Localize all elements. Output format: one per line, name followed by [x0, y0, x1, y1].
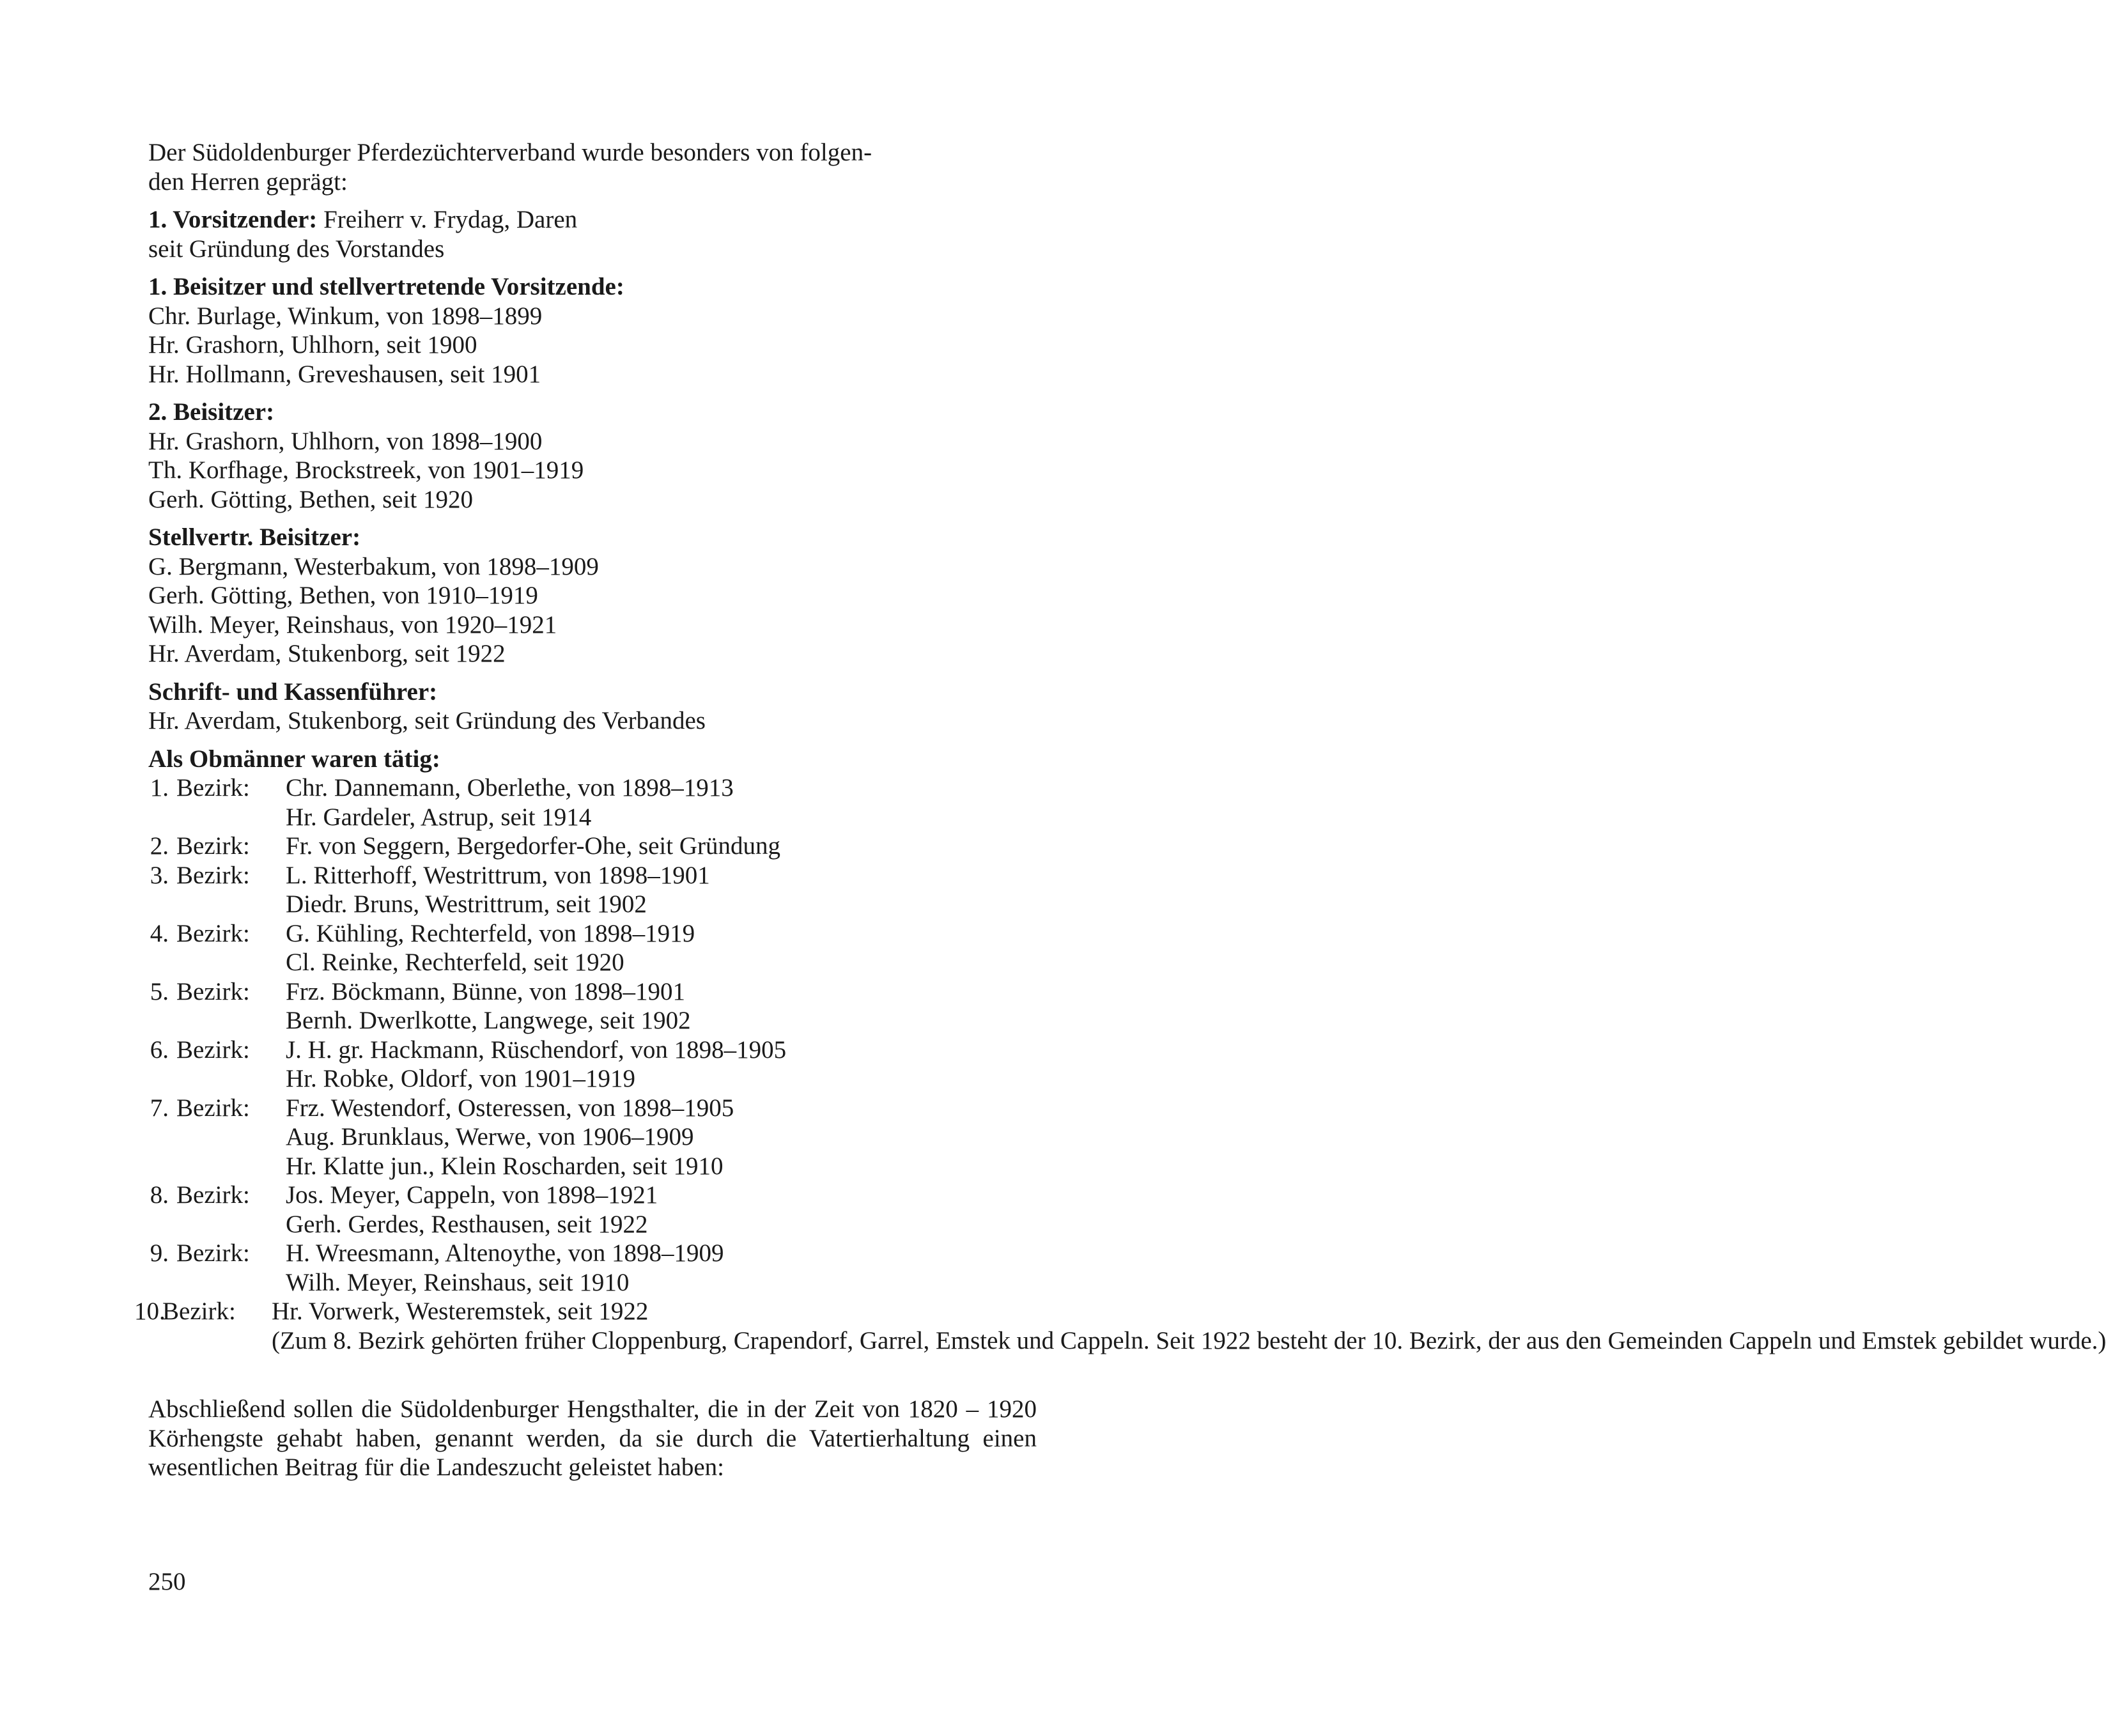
bezirk-label: Bezirk:	[176, 1239, 250, 1267]
bezirk-entry: L. Ritterhoff, Westrittrum, von 1898–1901	[286, 861, 710, 889]
bezirk-label: Bezirk:	[176, 977, 250, 1005]
bezirk-entry: Hr. Robke, Oldorf, von 1901–1919	[286, 1065, 636, 1092]
stellvertr-heading: Stellvertr. Beisitzer:	[148, 523, 361, 551]
bezirk-number: 5.	[150, 977, 169, 1005]
bezirk-entry: Bernh. Dwerlkotte, Langwege, seit 1902	[286, 1007, 691, 1034]
bezirk-label: Bezirk:	[176, 1035, 250, 1064]
bezirk-label: Bezirk:	[176, 1181, 250, 1209]
section-beisitzer-2	[148, 398, 1037, 514]
bezirk-entries	[286, 977, 1037, 1035]
bezirk-label: Bezirk:	[162, 1298, 236, 1325]
section-obmaenner	[134, 745, 2106, 1356]
bezirk-entry: Cl. Reinke, Rechterfeld, seit 1920	[286, 949, 624, 976]
section-stellvertr-beisitzer	[148, 523, 1037, 669]
intro-line: den Herren geprägt:	[148, 167, 348, 196]
beisitzer-2-entry: Hr. Grashorn, Uhlhorn, von 1898–1900	[148, 427, 543, 455]
bezirk-entry: Diedr. Bruns, Westrittrum, seit 1902	[286, 890, 647, 918]
bezirk-number: 6.	[150, 1035, 169, 1064]
bezirk-number: 7.	[150, 1094, 169, 1122]
bezirk-entry: H. Wreesmann, Altenoythe, von 1898–1909	[286, 1239, 724, 1267]
beisitzer-2-entry: Th. Korfhage, Brockstreek, von 1901–1919	[148, 456, 584, 484]
bezirk-note: (Zum 8. Bezirk gehörten früher Cloppenburg, Crapendorf, Garrel, Emstek und Cappeln. Seit 1922 besteht der 10. Bezirk, der aus den Gemeinden Cappeln und Emstek gebildet wurde.)	[272, 1326, 2106, 1354]
bezirk-entry: Fr. von Seggern, Bergedorfer-Ohe, seit Gründung	[286, 832, 781, 860]
bezirk-entry: Hr. Vorwerk, Westeremstek, seit 1922	[272, 1298, 649, 1325]
bezirk-entries	[286, 1035, 1037, 1094]
page-number: 250	[148, 1568, 186, 1595]
bezirk-row	[148, 1035, 1037, 1094]
bezirk-label: Bezirk:	[176, 1094, 250, 1122]
bezirk-number: 8.	[150, 1181, 169, 1209]
document-page	[134, 138, 2106, 1482]
bezirk-row	[148, 1181, 1037, 1239]
beisitzer-1-entry: Hr. Grashorn, Uhlhorn, seit 1900	[148, 331, 477, 359]
obmaenner-heading: Als Obmänner waren tätig:	[148, 745, 440, 773]
bezirk-entry: Wilh. Meyer, Reinshaus, seit 1910	[286, 1268, 630, 1296]
bezirk-entry: Jos. Meyer, Cappeln, von 1898–1921	[286, 1181, 658, 1209]
beisitzer-1-entry: Chr. Burlage, Winkum, von 1898–1899	[148, 302, 543, 330]
bezirk-label: Bezirk:	[176, 861, 250, 889]
bezirk-entry: Frz. Böckmann, Bünne, von 1898–1901	[286, 977, 686, 1005]
bezirk-label: Bezirk:	[176, 832, 250, 860]
bezirk-entries	[286, 919, 1037, 977]
bezirk-row	[134, 1297, 2106, 1355]
bezirk-entry: Hr. Gardeler, Astrup, seit 1914	[286, 803, 592, 831]
bezirk-entry: Chr. Dannemann, Oberlethe, von 1898–1913	[286, 774, 734, 802]
bezirk-row	[148, 861, 1037, 919]
beisitzer-2-entry: Gerh. Götting, Bethen, seit 1920	[148, 485, 474, 513]
stellvertr-entry: Hr. Averdam, Stukenborg, seit 1922	[148, 640, 506, 667]
bezirk-row	[148, 832, 1037, 861]
bezirk-row	[148, 773, 1037, 832]
bezirk-entries	[286, 1239, 1037, 1297]
bezirk-entry: Hr. Klatte jun., Klein Roscharden, seit 1910	[286, 1152, 724, 1180]
stellvertr-entry: Gerh. Götting, Bethen, von 1910–1919	[148, 582, 538, 609]
bezirk-row	[148, 919, 1037, 977]
bezirk-entries	[286, 832, 1037, 861]
bezirk-entries	[286, 773, 1037, 832]
bezirk-number: 10.	[134, 1298, 166, 1325]
bezirk-number: 9.	[150, 1239, 169, 1267]
bezirk-number: 2.	[150, 832, 169, 860]
bezirk-entry: J. H. gr. Hackmann, Rüschendorf, von 1898–1905	[286, 1035, 787, 1064]
bezirk-row	[148, 1239, 1037, 1297]
vorsitzender-detail: seit Gründung des Vorstandes	[148, 235, 445, 263]
beisitzer-1-heading: 1. Beisitzer und stellvertretende Vorsitzende:	[148, 273, 624, 300]
closing-paragraph: Abschließend sollen die Südoldenburger Hengsthalter, die in der Zeit von 1820 – 1920 Körhengste gehabt haben, genannt werden, da sie durch die Vatertierhaltung einen wesentlichen Beitrag für die Landeszucht geleistet haben:	[148, 1395, 1037, 1481]
vorsitzender-line	[148, 205, 1037, 235]
vorsitzender-name: Freiherr v. Frydag, Daren	[317, 206, 578, 233]
bezirk-entries	[286, 861, 1037, 919]
bezirk-entry: Gerh. Gerdes, Resthausen, seit 1922	[286, 1210, 648, 1238]
kasse-entry: Hr. Averdam, Stukenborg, seit Gründung des Verbandes	[148, 707, 706, 734]
stellvertr-entry: G. Bergmann, Westerbakum, von 1898–1909	[148, 552, 599, 580]
bezirk-entries	[286, 1094, 1037, 1181]
section-kassenfuehrer	[148, 678, 1037, 736]
beisitzer-2-heading: 2. Beisitzer:	[148, 398, 275, 426]
bezirk-row	[148, 1094, 1037, 1181]
bezirk-entry: Frz. Westendorf, Osteressen, von 1898–1905	[286, 1094, 734, 1122]
bezirk-number: 3.	[150, 861, 169, 889]
bezirk-number: 1.	[150, 774, 169, 802]
obmaenner-list	[134, 773, 2106, 1355]
bezirk-entry: Aug. Brunklaus, Werwe, von 1906–1909	[286, 1123, 694, 1151]
intro-line: Der Südoldenburger Pferdezüchterverband wurde besonders von folgen-	[148, 139, 872, 166]
bezirk-entry: G. Kühling, Rechterfeld, von 1898–1919	[286, 919, 695, 947]
section-vorsitzender	[148, 205, 1037, 263]
beisitzer-1-entry: Hr. Hollmann, Greveshausen, seit 1901	[148, 360, 541, 388]
bezirk-row	[148, 977, 1037, 1035]
bezirk-entries	[272, 1297, 2106, 1355]
bezirk-number: 4.	[150, 919, 169, 947]
kasse-heading: Schrift- und Kassenführer:	[148, 678, 438, 706]
vorsitzender-heading: 1. Vorsitzender:	[148, 206, 318, 233]
intro-paragraph	[148, 138, 1037, 196]
section-beisitzer-1	[148, 272, 1037, 389]
stellvertr-entry: Wilh. Meyer, Reinshaus, von 1920–1921	[148, 610, 557, 639]
bezirk-entries	[286, 1181, 1037, 1239]
bezirk-label: Bezirk:	[176, 919, 250, 947]
bezirk-label: Bezirk:	[176, 774, 250, 802]
